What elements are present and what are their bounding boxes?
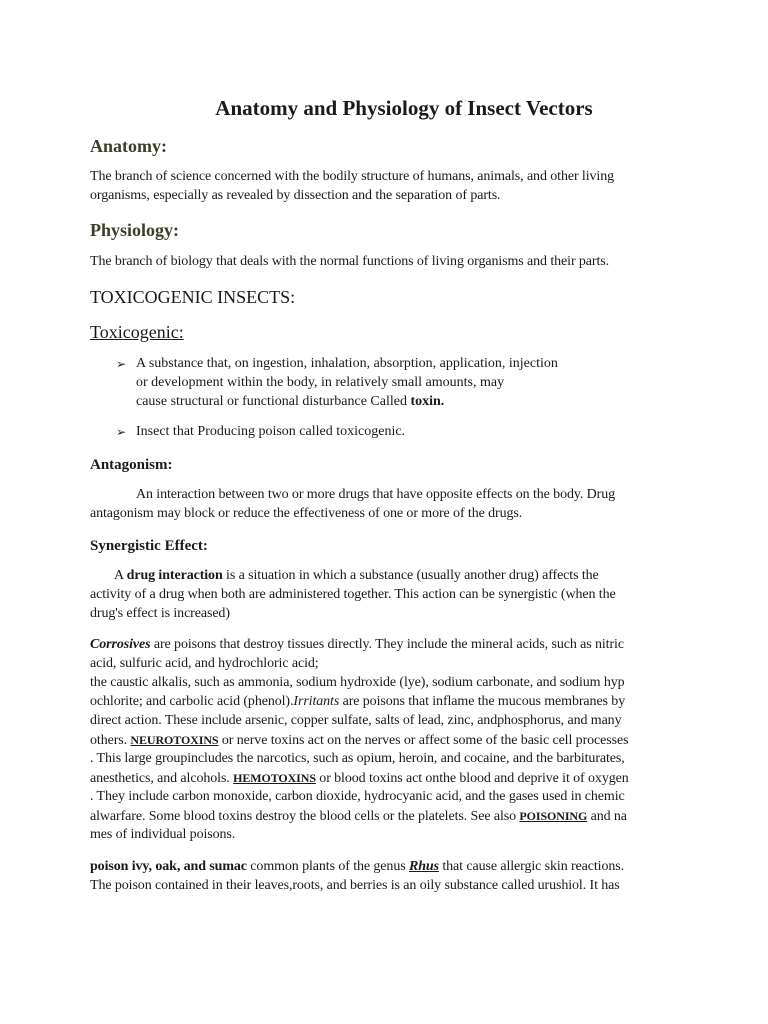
corrosives-text-line: acid, sulfuric acid, and hydrochloric acid;	[90, 656, 319, 671]
toxin-definition-line: or development within the body, in relatively small amounts, may	[136, 375, 505, 390]
corrosives-text: ochlorite; and carbolic acid (phenol).	[90, 694, 294, 709]
corrosives-text-line: mes of individual poisons.	[90, 827, 236, 842]
toxin-definition-line	[136, 393, 444, 411]
synergistic-heading: Synergistic Effect:	[90, 538, 208, 554]
toxin-term: toxin.	[410, 394, 445, 409]
neurotoxins-link[interactable]: NEUROTOXINS	[130, 733, 219, 747]
corrosives-text-line: direct action. These include arsenic, copper sulfate, salts of lead, zinc, andphosphorus, and many	[90, 713, 622, 728]
irritants-term: Irritants	[293, 694, 340, 709]
corrosives-text-line	[90, 807, 627, 826]
poisoning-link[interactable]: POISONING	[519, 809, 588, 823]
toxicogenic-heading: Toxicogenic:	[90, 322, 184, 342]
toxin-definition-text: cause structural or functional disturbance Called	[136, 394, 411, 409]
corrosives-text-line: . They include carbon monoxide, carbon dioxide, hydrocyanic acid, and the gases used in chemic	[90, 789, 625, 804]
corrosives-text: anesthetics, and alcohols.	[90, 771, 234, 786]
corrosives-text: or nerve toxins act on the nerves or affect some of the basic cell processes	[218, 733, 629, 748]
corrosives-text: alwarfare. Some blood toxins destroy the blood cells or the platelets. See also	[90, 809, 520, 824]
physiology-text-line: The branch of biology that deals with the normal functions of living organisms and their parts.	[90, 254, 610, 269]
synergistic-text: A	[114, 568, 127, 583]
anatomy-text-line: The branch of science concerned with the bodily structure of humans, animals, and other living	[90, 169, 614, 184]
synergistic-text-line: drug's effect is increased)	[90, 606, 230, 621]
poison-ivy-term: poison ivy, oak, and sumac	[90, 859, 247, 874]
corrosives-text-line: the caustic alkalis, such as ammonia, sodium hydroxide (lye), sodium carbonate, and sodium hyp	[90, 675, 625, 690]
synergistic-text: is a situation in which a substance (usually another drug) affects the	[222, 568, 599, 583]
antagonism-heading: Antagonism:	[90, 457, 173, 473]
toxicogenic-insects-heading: TOXICOGENIC INSECTS:	[90, 287, 296, 307]
anatomy-text-line: organisms, especially as revealed by dissection and the separation of parts.	[90, 188, 501, 203]
bullet-arrow-icon: ➢	[116, 357, 127, 371]
corrosives-text-line	[90, 636, 624, 654]
corrosives-text: or blood toxins act onthe blood and deprive it of oxygen	[315, 771, 629, 786]
corrosives-text-line	[90, 769, 629, 788]
poison-ivy-text-line: The poison contained in their leaves,roots, and berries is an oily substance called urushiol. It has	[90, 878, 620, 893]
toxicogenic-definition-line: Insect that Producing poison called toxicogenic.	[136, 424, 406, 439]
antagonism-text-line: antagonism may block or reduce the effectiveness of one or more of the drugs.	[90, 506, 523, 521]
hemotoxins-link[interactable]: HEMOTOXINS	[233, 771, 316, 785]
physiology-heading: Physiology:	[90, 220, 180, 240]
synergistic-text-line	[114, 567, 599, 585]
anatomy-heading: Anatomy:	[90, 136, 167, 156]
drug-interaction-term: drug interaction	[126, 568, 223, 583]
rhus-link[interactable]: Rhus	[408, 859, 439, 874]
corrosives-text: are poisons that inflame the mucous membranes by	[339, 694, 626, 709]
corrosives-text: and na	[587, 809, 627, 824]
synergistic-text-line: activity of a drug when both are administered together. This action can be synergistic (when the	[90, 587, 616, 602]
poison-ivy-text-line	[90, 858, 624, 876]
antagonism-text-line: An interaction between two or more drugs that have opposite effects on the body. Drug	[136, 487, 616, 502]
corrosives-text: are poisons that destroy tissues directly. They include the mineral acids, such as nitric	[150, 637, 624, 652]
corrosives-text-line	[90, 731, 628, 750]
toxin-definition-line: A substance that, on ingestion, inhalation, absorption, application, injection	[136, 356, 558, 371]
corrosives-text-line: . This large groupincludes the narcotics, such as opium, heroin, and cocaine, and the barbiturates,	[90, 751, 625, 766]
poison-ivy-text: that cause allergic skin reactions.	[438, 859, 625, 874]
corrosives-term: Corrosives	[90, 637, 151, 652]
poison-ivy-text: common plants of the genus	[246, 859, 409, 874]
corrosives-text-line	[90, 693, 625, 711]
bullet-arrow-icon: ➢	[116, 425, 127, 439]
document-title: Anatomy and Physiology of Insect Vectors	[215, 96, 593, 120]
corrosives-text: others.	[90, 733, 131, 748]
